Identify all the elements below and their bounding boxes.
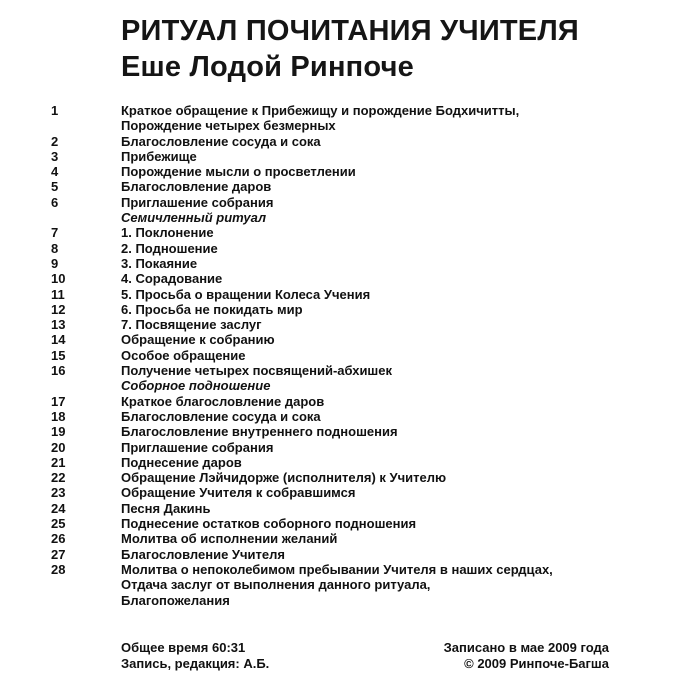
item-text: Молитва о непоколебимом пребывании Учителя в наших сердцах, [121, 561, 553, 577]
item-text: Благословление даров [121, 179, 272, 195]
item-text: Молитва об исполнении желаний [121, 531, 338, 547]
list-item [0, 409, 700, 424]
item-text: 6. Просьба не покидать мир [121, 301, 303, 317]
item-text: 3. Покаяние [121, 255, 198, 271]
item-text: Порождение четырех безмерных [121, 118, 336, 134]
item-text: Краткое благословление даров [121, 393, 325, 409]
list-item [0, 485, 700, 500]
recorded-date: Записано в мае 2009 года [443, 640, 609, 655]
list-item [0, 149, 700, 164]
item-text: 7. Посвящение заслуг [121, 317, 262, 333]
list-item [0, 547, 700, 562]
item-number: 4 [51, 164, 59, 180]
section-heading [0, 378, 700, 393]
item-number: 14 [51, 332, 66, 348]
item-number: 24 [51, 500, 66, 516]
list-item [0, 593, 700, 608]
item-text: Прибежище [121, 148, 197, 164]
list-item [0, 531, 700, 546]
item-number: 9 [51, 255, 59, 271]
item-text: 1. Поклонение [121, 225, 214, 241]
list-item [0, 348, 700, 363]
item-number: 17 [51, 393, 66, 409]
item-number: 27 [51, 546, 66, 562]
editing-credit: Запись, редакция: А.Б. [121, 656, 270, 671]
item-text: Обращение Лэйчидорже (исполнителя) к Учителю [121, 470, 447, 486]
item-text: Приглашение собрания [121, 439, 274, 455]
list-item [0, 424, 700, 439]
item-number: 26 [51, 531, 66, 547]
list-item [0, 363, 700, 378]
item-number: 7 [51, 225, 59, 241]
ritual-title: РИТУАЛ ПОЧИТАНИЯ УЧИТЕЛЯ [121, 15, 579, 47]
list-item [0, 134, 700, 149]
item-number: 5 [51, 179, 59, 195]
section-heading [0, 210, 700, 225]
list-item [0, 317, 700, 332]
item-number: 10 [51, 271, 66, 287]
list-item [0, 562, 700, 577]
item-number: 21 [51, 454, 66, 470]
list-item [0, 332, 700, 347]
list-item [0, 241, 700, 256]
copyright: © 2009 Ринпоче-Багша [464, 656, 609, 671]
teacher-name: Еше Лодой Ринпоче [121, 51, 414, 83]
item-text: Порождение мысли о просветлении [121, 164, 356, 180]
item-text: Поднесение даров [121, 454, 242, 470]
section-title: Соборное подношение [121, 378, 271, 394]
table-of-contents [0, 103, 700, 608]
list-item [0, 195, 700, 210]
list-item [0, 516, 700, 531]
item-text: Поднесение остатков соборного подношения [121, 516, 417, 532]
list-item [0, 225, 700, 240]
list-item [0, 455, 700, 470]
list-item [0, 118, 700, 133]
list-item [0, 103, 700, 118]
item-text: Отдача заслуг от выполнения данного ритуала, [121, 577, 431, 593]
item-number: 19 [51, 424, 66, 440]
list-item [0, 470, 700, 485]
item-number: 16 [51, 363, 66, 379]
item-number: 11 [51, 286, 65, 302]
item-text: Получение четырех посвящений-абхишек [121, 363, 393, 379]
list-item [0, 302, 700, 317]
footer-left [121, 640, 269, 672]
item-number: 3 [51, 148, 59, 164]
item-number: 20 [51, 439, 66, 455]
item-text: Обращение к собранию [121, 332, 275, 348]
title-block [121, 13, 681, 85]
item-text: 2. Подношение [121, 240, 218, 256]
item-number: 25 [51, 516, 66, 532]
item-number: 28 [51, 561, 66, 577]
item-text: Песня Дакинь [121, 500, 211, 516]
item-number: 1 [51, 103, 59, 118]
list-item [0, 501, 700, 516]
list-item [0, 164, 700, 179]
item-text: Особое обращение [121, 347, 246, 363]
item-number: 6 [51, 194, 59, 210]
list-item [0, 577, 700, 592]
list-item [0, 271, 700, 286]
section-title: Семичленный ритуал [121, 210, 267, 226]
item-text: 5. Просьба о вращении Колеса Учения [121, 286, 371, 302]
list-item [0, 179, 700, 194]
item-number: 13 [51, 317, 66, 333]
item-number: 18 [51, 408, 66, 424]
item-text: Благословление внутреннего подношения [121, 424, 398, 440]
item-text: Приглашение собрания [121, 194, 274, 210]
item-text: Обращение Учителя к собравшимся [121, 485, 356, 501]
item-text: Благословление Учителя [121, 546, 285, 562]
list-item [0, 440, 700, 455]
item-number: 8 [51, 240, 59, 256]
footer-right [444, 640, 609, 672]
list-item [0, 394, 700, 409]
item-text: Благословление сосуда и сока [121, 408, 321, 424]
item-number: 23 [51, 485, 66, 501]
item-number: 22 [51, 470, 66, 486]
total-time: Общее время 60:31 [121, 640, 246, 655]
item-text: Благословление сосуда и сока [121, 133, 321, 149]
item-text: Краткое обращение к Прибежищу и порождение Бодхичитты, [121, 103, 520, 118]
item-text: Благопожелания [121, 592, 230, 608]
item-number: 15 [51, 347, 66, 363]
item-text: 4. Сорадование [121, 271, 223, 287]
list-item [0, 256, 700, 271]
item-number: 2 [51, 133, 59, 149]
item-number: 12 [51, 301, 66, 317]
list-item [0, 287, 700, 302]
